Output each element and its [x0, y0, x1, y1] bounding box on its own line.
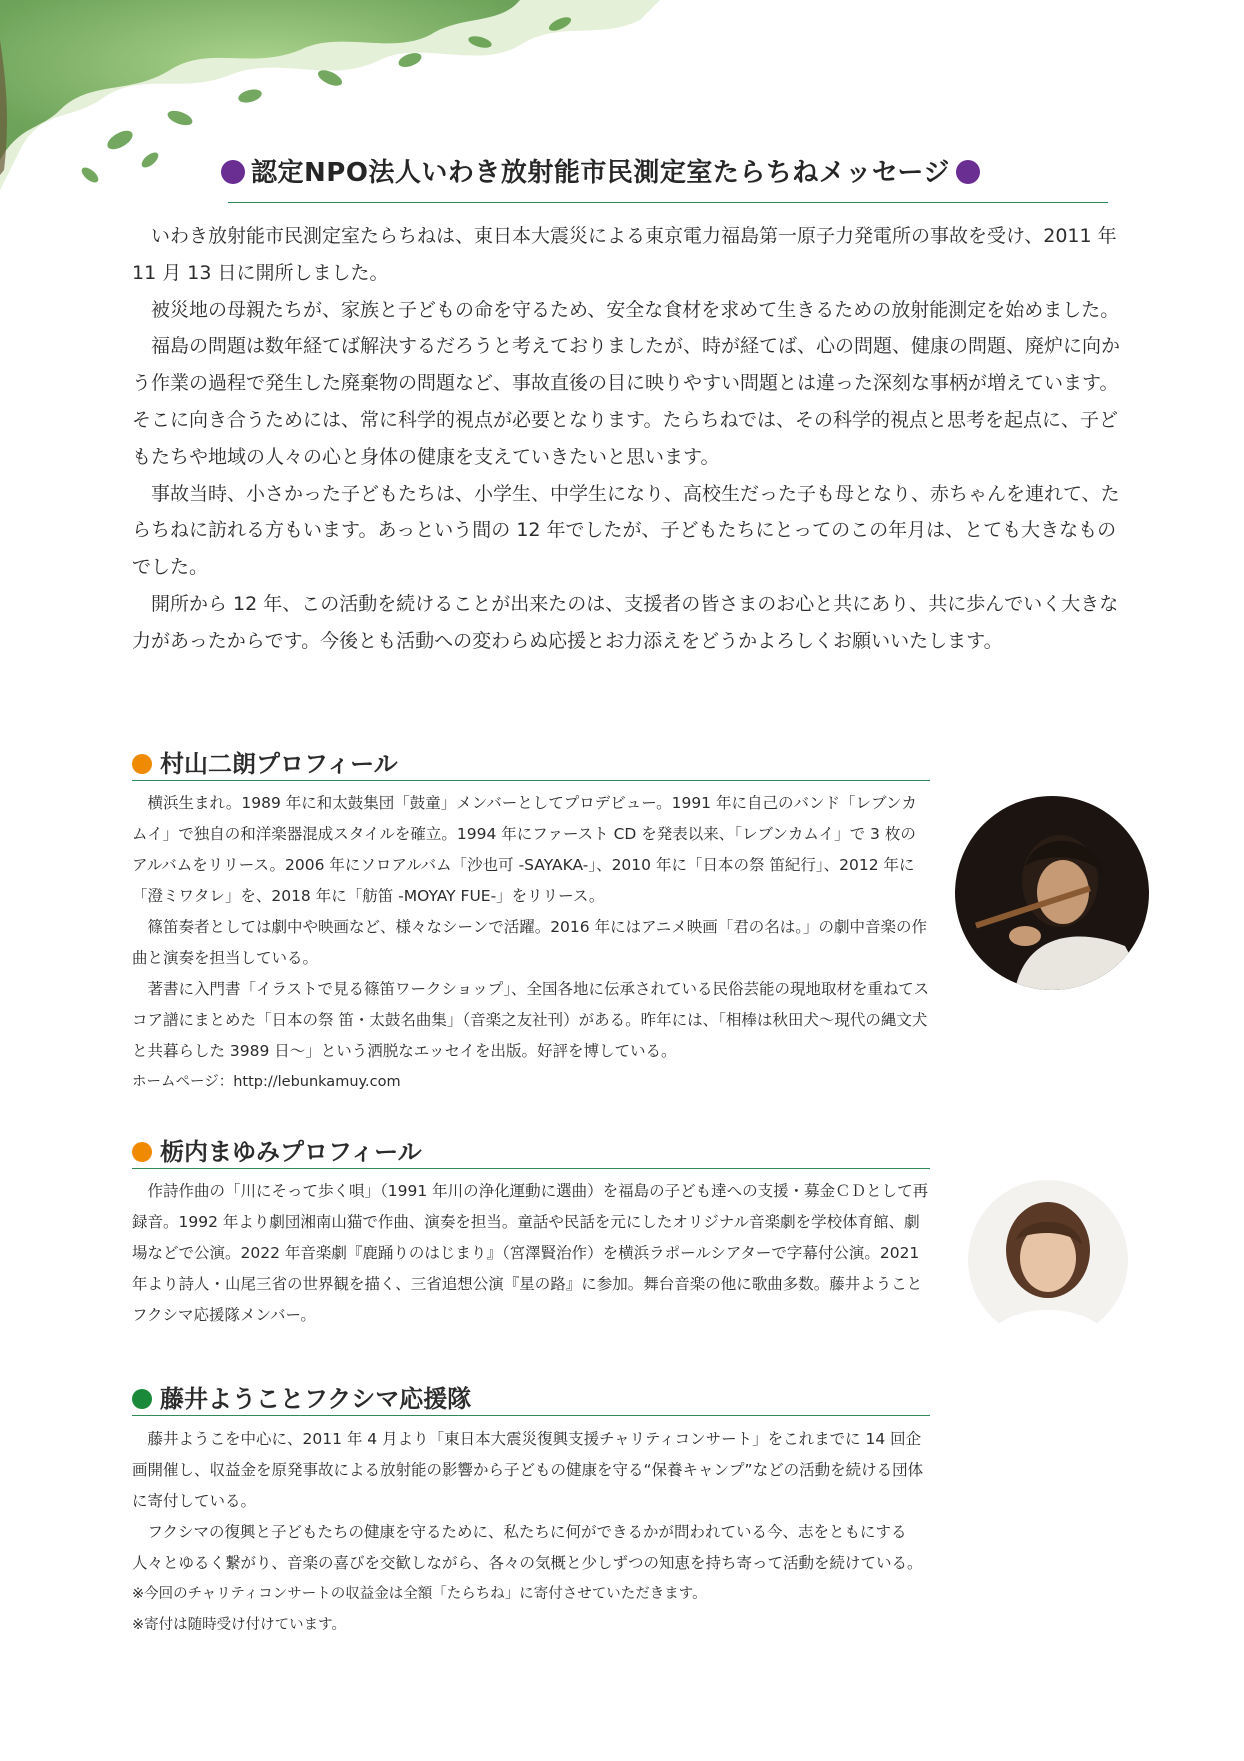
- message-paragraph: いわき放射能市民測定室たらちねは、東日本大震災による東京電力福島第一原子力発電所の事故を受け、2011 年 11 月 13 日に開所しました。: [132, 225, 1117, 284]
- murayama-profile-title: 村山二朗プロフィール: [160, 750, 398, 778]
- fujii-support-body: [132, 1424, 930, 1641]
- fujii-support-heading: [132, 1379, 471, 1414]
- tochiuchi-profile-body: [132, 1176, 930, 1331]
- orange-bullet-icon: [132, 754, 152, 774]
- murayama-profile-body: [132, 788, 930, 1098]
- tochiuchi-profile-heading: [132, 1132, 422, 1167]
- profile-paragraph: 横浜生まれ。1989 年に和太鼓集団「鼓童」メンバーとしてプロデビュー。1991 年に自己のバンド「レブンカムイ」で独自の和洋楽器混成スタイルを確立。1994 年にファースト CD を発表以来、「レブンカムイ」で 3 枚のアルバムをリリース。2006 年にソロアルバム「沙也可 -SAYAKA-」、2010 年に「日本の祭 笛紀行」、2012 年に「澄ミワタレ」を、2018 年に「舫笛 -MOYAY FUE-」をリリース。: [132, 794, 917, 905]
- murayama-divider: [132, 780, 930, 781]
- message-title: [215, 152, 1115, 189]
- message-paragraph: 福島の問題は数年経てば解決するだろうと考えておりましたが、時が経てば、心の問題、健康の問題、廃炉に向かう作業の過程で発生した廃棄物の問題など、事故直後の目に映りやすい問題とは違った深刻な事柄が増えています。そこに向き合うためには、常に科学的視点が必要となります。たらちねでは、その科学的視点と思考を起点に、子どもたちや地域の人々の心と身体の健康を支えていきたいと思います。: [132, 335, 1121, 468]
- message-title-text: 認定NPO法人いわき放射能市民測定室たらちねメッセージ: [251, 158, 950, 188]
- support-paragraph: 藤井ようこを中心に、2011 年 4 月より「東日本大震災復興支援チャリティコンサート」をこれまでに 14 回企画開催し、収益金を原発事故による放射能の影響から子どもの健康を守る“保養キャンプ”などの活動を続ける団体に寄付している。: [132, 1430, 924, 1510]
- profile-paragraph: 著書に入門書「イラストで見る篠笛ワークショップ」、全国各地に伝承されている民俗芸能の現地取材を重ねてスコア譜にまとめた「日本の祭 笛・太鼓名曲集」（音楽之友社刊）がある。昨年には、「相棒は秋田犬～現代の縄文犬と共暮らした 3989 日～」という洒脱なエッセイを出版。好評を博している。: [132, 980, 930, 1060]
- message-paragraph: 開所から 12 年、この活動を続けることが出来たのは、支援者の皆さまのお心と共にあり、共に歩んでいく大きな力があったからです。今後とも活動への変わらぬ応援とお力添えをどうかよろしくお願いいたします。: [132, 592, 1119, 652]
- orange-bullet-icon: [132, 1142, 152, 1162]
- tochiuchi-profile-title: 栃内まゆみプロフィール: [160, 1138, 422, 1166]
- purple-bullet-icon: [221, 160, 245, 184]
- donation-note: ※今回のチャリティコンサートの収益金は全額「たらちね」に寄付させていただきます。: [132, 1586, 707, 1602]
- fujii-divider: [132, 1415, 930, 1416]
- message-paragraph: 事故当時、小さかった子どもたちは、小学生、中学生になり、高校生だった子も母となり、赤ちゃんを連れて、たらちねに訪れる方もいます。あっという間の 12 年でしたが、子どもたちにとってのこの年月は、とても大きなものでした。: [132, 482, 1120, 579]
- tochiuchi-divider: [132, 1168, 930, 1169]
- fujii-support-title: 藤井ようことフクシマ応援隊: [160, 1385, 472, 1413]
- tochiuchi-portrait-photo: [968, 1180, 1128, 1340]
- donation-note: ※寄付は随時受け付けています。: [132, 1617, 346, 1633]
- purple-bullet-icon: [956, 160, 980, 184]
- murayama-profile-heading: [132, 744, 398, 779]
- profile-paragraph: 篠笛奏者としては劇中や映画など、様々なシーンで活躍。2016 年にはアニメ映画「君の名は。」の劇中音楽の作曲と演奏を担当している。: [132, 918, 928, 967]
- message-paragraph: 被災地の母親たちが、家族と子どもの命を守るため、安全な食材を求めて生きるための放射能測定を始めました。: [151, 298, 1120, 321]
- message-divider: [228, 202, 1108, 203]
- support-paragraph: フクシマの復興と子どもたちの健康を守るために、私たちに何ができるかが問われている今、志をともにする人々とゆるく繋がり、音楽の喜びを交歓しながら、各々の気概と少しずつの知恵を持ち寄って活動を続けている。: [132, 1523, 923, 1572]
- green-bullet-icon: [132, 1389, 152, 1409]
- message-body: [132, 218, 1122, 660]
- homepage-text: ホームページ：http://lebunkamuy.com: [132, 1074, 401, 1090]
- profile-paragraph: 作詩作曲の「川にそって歩く唄」（1991 年川の浄化運動に選曲）を福島の子ども達への支援・募金ＣＤとして再録音。1992 年より劇団湘南山猫で作曲、演奏を担当。童話や民話を元にしたオリジナル音楽劇を学校体育館、劇場などで公演。2022 年音楽劇『鹿踊りのはじまり』（宮澤賢治作）を横浜ラポールシアターで字幕付公演。2021 年より詩人・山尾三省の世界観を描く、三省追想公演『星の路』に参加。舞台音楽の他に歌曲多数。藤井ようことフクシマ応援隊メンバー。: [132, 1182, 929, 1324]
- murayama-portrait-photo: [955, 796, 1149, 990]
